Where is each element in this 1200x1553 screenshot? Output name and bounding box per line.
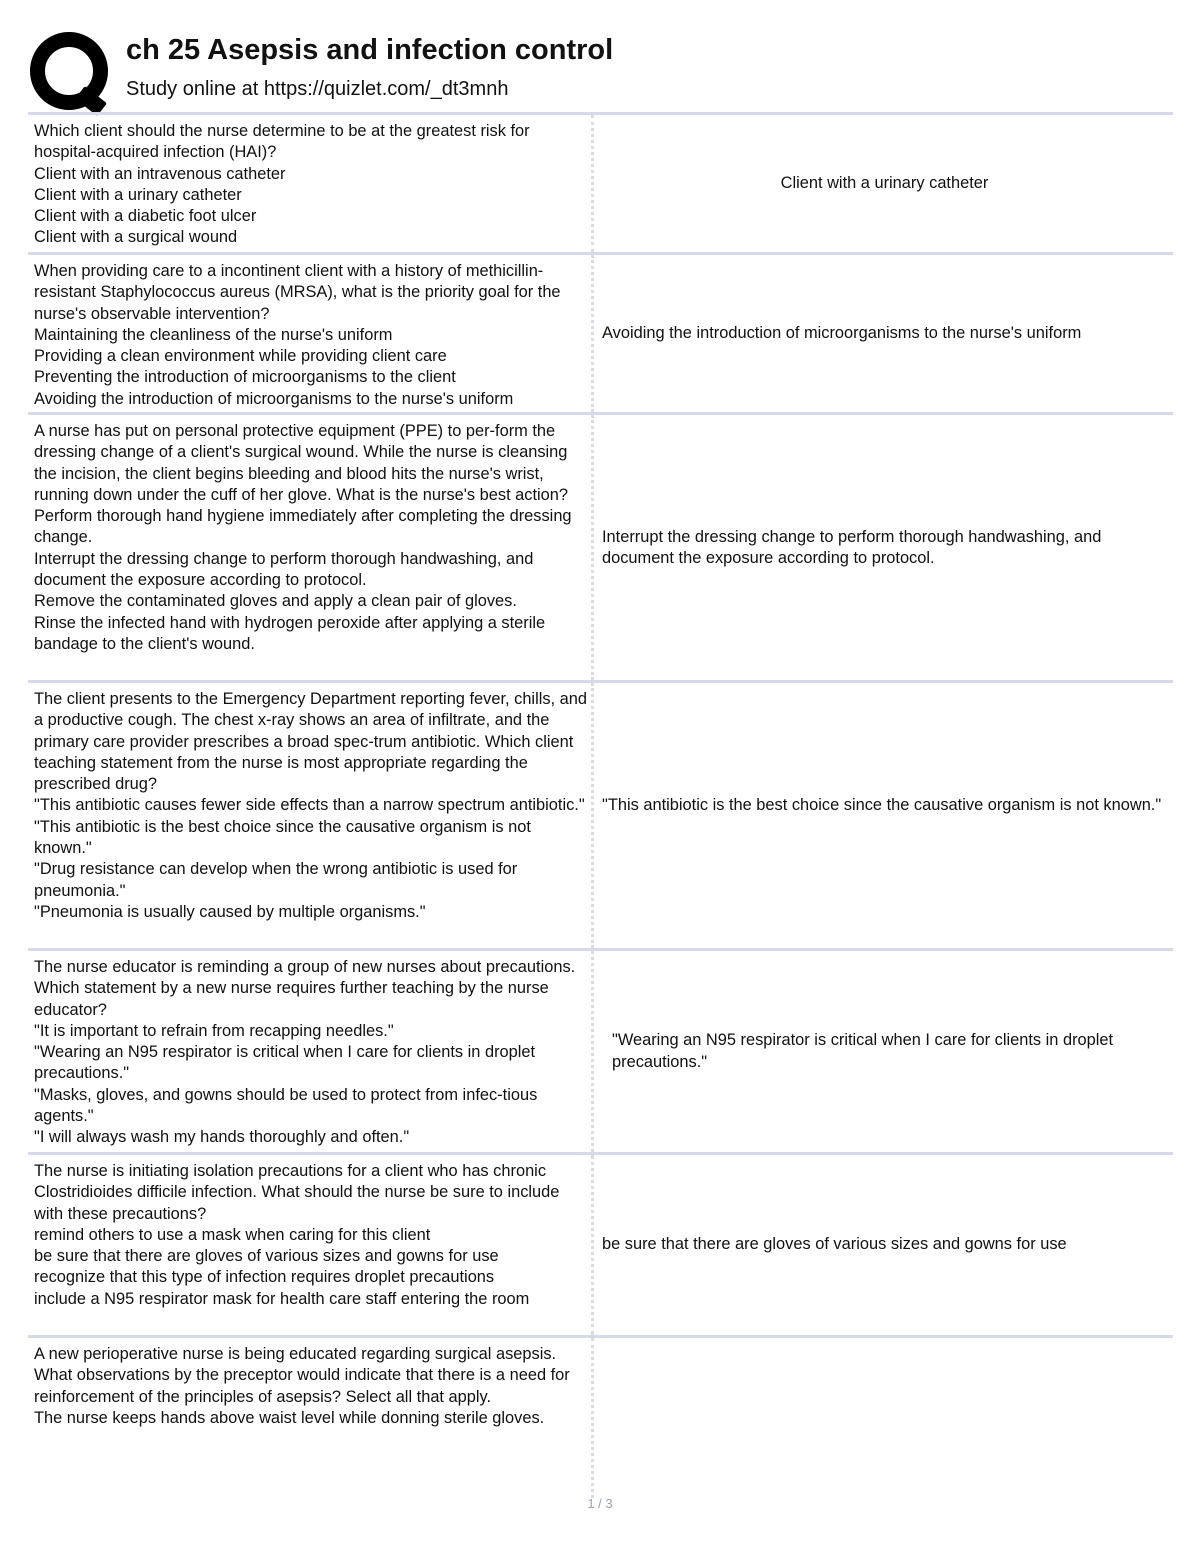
answer-option: Client with a urinary catheter — [34, 185, 242, 204]
answer-option: include a N95 respirator mask for health care staff entering the room — [34, 1289, 530, 1308]
answer-option: Client with an intravenous catheter — [34, 164, 286, 183]
page-number: 1 / 3 — [587, 1496, 613, 1511]
question-text: The nurse educator is reminding a group of new nurses about precautions. Which statement by a new nurse requires further teaching by the nurse educator? — [34, 958, 576, 1019]
answer-option: Avoiding the introduction of microorganisms to the nurse's uniform — [34, 389, 514, 408]
answer-option: "Masks, gloves, and gowns should be used to protect from infec-tious agents." — [34, 1085, 538, 1126]
answer-option: "It is important to refrain from recapping needles." — [34, 1021, 394, 1040]
flashcard-definition: Interrupt the dressing change to perform thorough handwashing, and document the exposure according to protocol. — [602, 528, 1102, 568]
question-text: Which client should the nurse determine to be at the greatest risk for hospital-acquired infection (HAI)? — [34, 122, 530, 162]
flashcard-term — [28, 683, 594, 948]
answer-option: recognize that this type of infection requires droplet precautions — [34, 1268, 495, 1287]
question-text: A new perioperative nurse is being educated regarding surgical asepsis. What observations by the preceptor would indicate that there is a need for reinforcement of the principles of asepsis? Select all that apply. — [34, 1345, 570, 1406]
flashcard-row — [28, 1335, 1173, 1498]
answer-option: Perform thorough hand hygiene immediately after completing the dressing change. — [34, 507, 572, 547]
study-link: Study online at https://quizlet.com/_dt3mnh — [126, 78, 509, 100]
answer-option: Preventing the introduction of microorganisms to the client — [34, 368, 456, 387]
flashcard-row — [28, 680, 1173, 948]
answer-option: be sure that there are gloves of various sizes and gowns for use — [34, 1247, 499, 1266]
answer-option: "Drug resistance can develop when the wrong antibiotic is used for pneumonia." — [34, 860, 518, 900]
flashcard-term — [28, 1155, 594, 1335]
answer-option: Maintaining the cleanliness of the nurse's uniform — [34, 325, 393, 344]
answer-option: Rinse the infected hand with hydrogen peroxide after applying a sterile bandage to the client's wound. — [34, 613, 546, 653]
answer-option: "This antibiotic is the best choice since the causative organism is not known." — [34, 817, 531, 858]
flashcard-term — [28, 115, 594, 252]
answer-option: "Pneumonia is usually caused by multiple organisms." — [34, 902, 426, 921]
flashcard-row — [28, 112, 1173, 252]
flashcard-term — [28, 255, 594, 412]
quizlet-logo-icon — [30, 32, 108, 110]
flashcard-row — [28, 252, 1173, 412]
flashcard-definition: Client with a urinary catheter — [780, 173, 989, 192]
flashcard-term — [28, 951, 594, 1152]
flashcard-definition: "This antibiotic is the best choice since the causative organism is not known." — [602, 796, 1162, 814]
answer-option: remind others to use a mask when caring for this client — [34, 1225, 431, 1244]
question-text: When providing care to a incontinent client with a history of methicillin-resistant Staphylococcus aureus (MRSA), what is the priority goal for the nurse's observable intervention? — [34, 262, 561, 323]
flashcard-row — [28, 948, 1173, 1152]
answer-option: Client with a diabetic foot ulcer — [34, 207, 257, 226]
flashcard-list — [28, 112, 1173, 1498]
answer-option: Client with a surgical wound — [34, 228, 238, 247]
question-text: The nurse is initiating isolation precautions for a client who has chronic Clostridioides difficile infection. What should the nurse be sure to include with these precautions? — [34, 1162, 560, 1223]
flashcard-definition: be sure that there are gloves of various sizes and gowns for use — [602, 1235, 1067, 1254]
answer-option: "I will always wash my hands thoroughly and often." — [34, 1128, 410, 1147]
page-header — [30, 28, 1175, 110]
flashcard-term — [28, 415, 594, 680]
answer-option: Remove the contaminated gloves and apply a clean pair of gloves. — [34, 592, 517, 611]
question-text: A nurse has put on personal protective equipment (PPE) to per-form the dressing change of a client's surgical wound. While the nurse is cleansing the incision, the client begins bleeding and blood hits the nurse's wrist, running down under the cuff of her glove. What is the nurse's best action? — [34, 422, 569, 504]
flashcard-definition: "Wearing an N95 respirator is critical when I care for clients in droplet precautions." — [612, 1031, 1114, 1071]
flashcard-row — [28, 412, 1173, 680]
flashcard-definition: Avoiding the introduction of microorganisms to the nurse's uniform — [602, 323, 1082, 342]
answer-option: The nurse keeps hands above waist level while donning sterile gloves. — [34, 1408, 545, 1427]
flashcard-row — [28, 1152, 1173, 1335]
page-title: ch 25 Asepsis and infection control — [126, 34, 614, 66]
flashcard-term — [28, 1338, 594, 1498]
answer-option: "Wearing an N95 respirator is critical when I care for clients in droplet precautions." — [34, 1043, 536, 1083]
answer-option: Providing a clean environment while providing client care — [34, 347, 447, 366]
question-text: The client presents to the Emergency Department reporting fever, chills, and a productive cough. The chest x-ray shows an area of infiltrate, and the primary care provider prescribes a broad spec-trum antibiotic. Which client teaching statement from the nurse is most appropriate regarding the prescribed drug? — [34, 690, 588, 794]
flashcard-definition — [594, 1338, 1173, 1498]
answer-option: "This antibiotic causes fewer side effects than a narrow spectrum antibiotic." — [34, 796, 585, 815]
answer-option: Interrupt the dressing change to perform thorough handwashing, and document the exposure according to protocol. — [34, 549, 534, 590]
